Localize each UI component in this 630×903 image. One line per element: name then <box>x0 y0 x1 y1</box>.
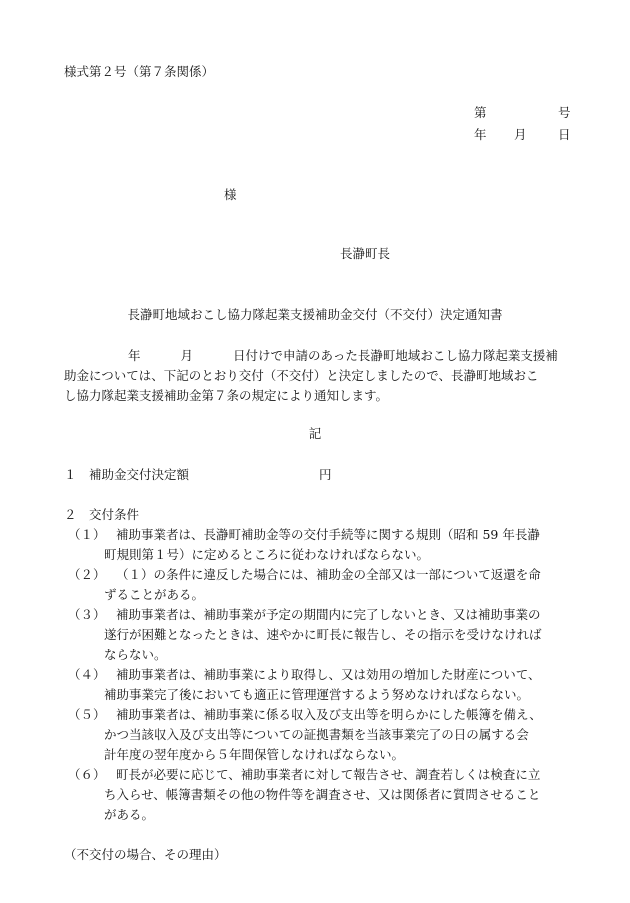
intro-month: 月 <box>180 348 194 363</box>
condition-line: 遂行が困難となったときは、速やかに町長に報告し、その指示を受けなければ <box>104 627 542 642</box>
intro-line-3: し協力隊起業支援補助金第７条の規定により通知します。 <box>64 388 389 403</box>
condition-line: 計年度の翌年度から５年間保管しなければならない。 <box>104 747 405 762</box>
doc-number-prefix: 第 <box>474 105 487 120</box>
grant-amount-row <box>64 465 332 485</box>
condition-line: 補助事業者は、補助事業により取得し、又は効用の増加した財産について、 <box>116 667 541 682</box>
condition-line: 補助事業者は、長瀞町補助金等の交付手続等に関する規則（昭和 59 年長瀞 <box>116 527 540 542</box>
condition-line: かつ当該収入及び支出等についての証拠書類を当該事業完了の日の属する会 <box>104 727 529 742</box>
sender: 長瀞町長 <box>340 246 391 261</box>
condition-item <box>68 765 578 825</box>
condition-line: 補助事業完了後においても適正に管理運営するよう努めなければならない。 <box>104 687 530 702</box>
conditions-heading: ２ 交付条件 <box>64 507 140 522</box>
condition-line: 補助事業者は、補助事業が予定の期間内に完了しないとき、又は補助事業の <box>116 607 541 622</box>
condition-line: （１）の条件に違反した場合には、補助金の全部又は一部について返還を命 <box>116 567 541 582</box>
date-year: 年 <box>474 127 487 142</box>
condition-number: （４） <box>68 667 106 682</box>
grant-amount-unit: 円 <box>319 467 332 482</box>
intro-paragraph <box>64 346 574 406</box>
conditions-list <box>68 525 578 825</box>
ki-heading: 記 <box>308 426 322 441</box>
condition-line: ならない。 <box>104 647 167 662</box>
intro-line-1 <box>64 346 574 366</box>
condition-item <box>68 605 578 665</box>
condition-number: （６） <box>68 767 106 782</box>
condition-item <box>68 705 578 765</box>
form-number: 様式第２号（第７条関係） <box>64 64 215 79</box>
grant-amount-label: １ 補助金交付決定額 <box>64 467 190 482</box>
intro-year: 年 <box>128 348 141 363</box>
condition-line: 町長が必要に応じて、補助事業者に対して報告させ、調査若しくは検査に立 <box>116 767 541 782</box>
intro-line-2: 助金については、下記のとおり交付（不交付）と決定しましたので、長瀞町地域おこ <box>64 368 539 383</box>
non-grant-reason-label: （不交付の場合、その理由） <box>64 847 227 862</box>
condition-line: がある。 <box>104 807 155 822</box>
intro-line1-rest: 日付けで申請のあった長瀞町地域おこし協力隊起業支援補 <box>233 348 558 363</box>
doc-number-suffix: 号 <box>558 105 571 120</box>
document-title: 長瀞町地域おこし協力隊起業支援補助金交付（不交付）決定通知書 <box>127 307 503 322</box>
addressee: 様 <box>224 187 237 202</box>
condition-line: ち入らせ、帳簿書類その他の物件等を調査させ、又は関係者に質問させること <box>104 787 541 802</box>
condition-item <box>68 665 578 705</box>
date-month: 月 <box>514 127 527 142</box>
condition-number: （２） <box>68 567 106 582</box>
condition-number: （３） <box>68 607 106 622</box>
condition-line: ずることがある。 <box>104 587 205 602</box>
condition-number: （５） <box>68 707 106 722</box>
date-day: 日 <box>558 127 571 142</box>
condition-item <box>68 565 578 605</box>
condition-line: 町規則第１号）に定めるところに従わなければならない。 <box>104 547 430 562</box>
condition-line: 補助事業者は、補助事業に係る収入及び支出等を明らかにした帳簿を備え、 <box>116 707 542 722</box>
condition-number: （１） <box>68 527 106 542</box>
condition-item <box>68 525 578 565</box>
